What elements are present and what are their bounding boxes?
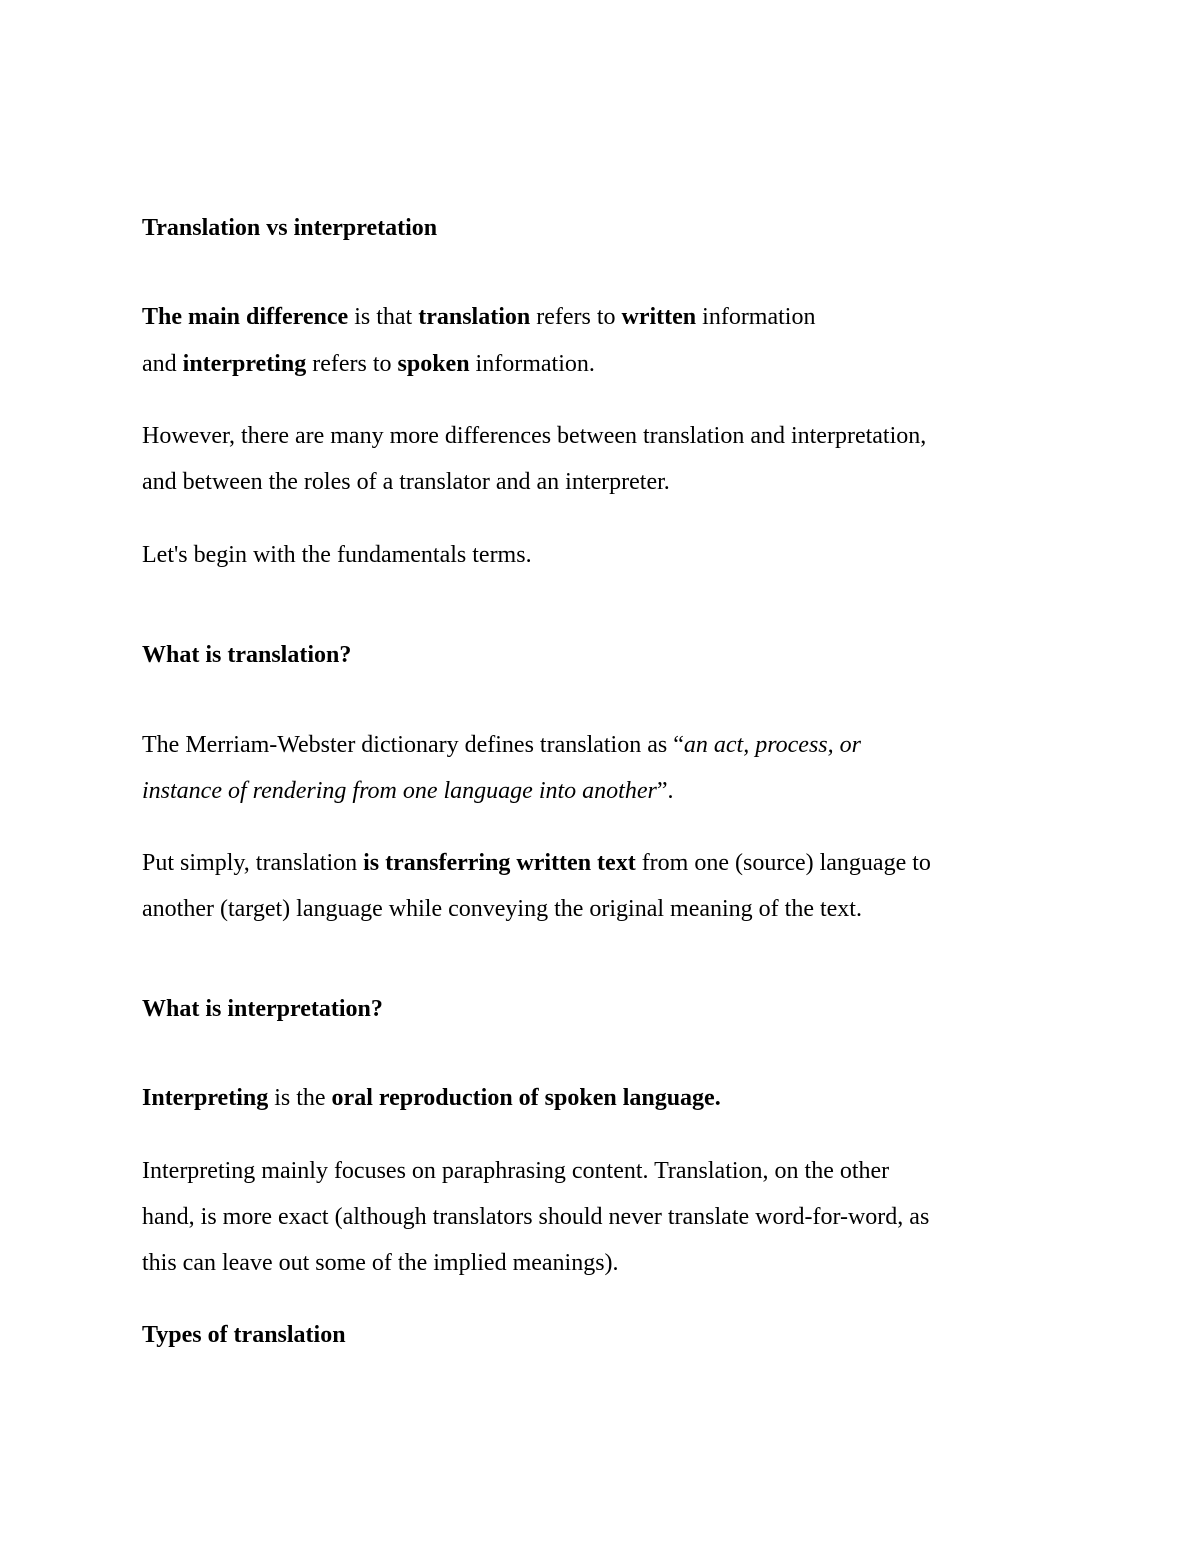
paragraph-definition-line-1	[142, 733, 861, 757]
bold-phrase: interpreting	[182, 351, 307, 377]
text-run: refers to	[306, 351, 398, 377]
paragraph-paraphrasing-line-1: Interpreting mainly focuses on paraphrasing content. Translation, on the other	[142, 1158, 890, 1184]
heading-text: Types of translation	[142, 1322, 346, 1348]
paragraph-main-difference-line-1	[142, 305, 815, 329]
text-run: Put simply, translation	[142, 850, 364, 876]
paragraph-main-difference-line-2	[142, 352, 595, 376]
heading-text: What is interpretation?	[142, 996, 383, 1022]
text-run: is the	[268, 1085, 332, 1111]
paragraph-put-simply-line-2: another (target) language while conveying the original meaning of the text.	[142, 896, 862, 922]
heading-what-is-translation	[142, 643, 351, 667]
text-run: refers to	[530, 304, 622, 330]
bold-phrase: written	[621, 304, 697, 330]
heading-what-is-interpretation	[142, 997, 383, 1021]
bold-phrase: The main difference	[142, 304, 349, 330]
italic-quote: an act, process, or	[683, 732, 861, 758]
bold-phrase: spoken	[397, 351, 470, 377]
paragraph-interpreting-definition	[142, 1086, 721, 1110]
heading-translation-vs-interpretation	[142, 216, 437, 240]
text-run: from one (source) language to	[635, 850, 931, 876]
paragraph-paraphrasing-line-2: hand, is more exact (although translators should never translate word-for-word, as	[142, 1204, 930, 1230]
bold-phrase: translation	[418, 304, 531, 330]
heading-types-of-translation	[142, 1323, 346, 1347]
paragraph-put-simply-line-1	[142, 851, 931, 875]
text-run: The Merriam-Webster dictionary defines translation as “	[142, 732, 684, 758]
heading-text: What is translation?	[142, 642, 352, 668]
paragraph-differences-line-2: and between the roles of a translator and an interpreter.	[142, 469, 670, 495]
bold-phrase: oral reproduction of spoken language.	[331, 1085, 721, 1111]
bold-phrase: Interpreting	[142, 1085, 269, 1111]
paragraph-definition-line-2	[142, 779, 673, 803]
bold-phrase: is transferring written text	[363, 850, 636, 876]
text-run: is that	[348, 304, 419, 330]
text-run: information	[696, 304, 816, 330]
heading-text: Translation vs interpretation	[142, 215, 438, 241]
text-run: ”.	[656, 778, 674, 804]
paragraph-fundamentals: Let's begin with the fundamentals terms.	[142, 542, 532, 568]
paragraph-paraphrasing-line-3: this can leave out some of the implied meanings).	[142, 1250, 619, 1276]
paragraph-differences-line-1: However, there are many more differences between translation and interpretation,	[142, 423, 927, 449]
italic-quote: instance of rendering from one language into another	[142, 778, 657, 804]
text-run: information.	[469, 351, 595, 377]
text-run: and	[142, 351, 183, 377]
